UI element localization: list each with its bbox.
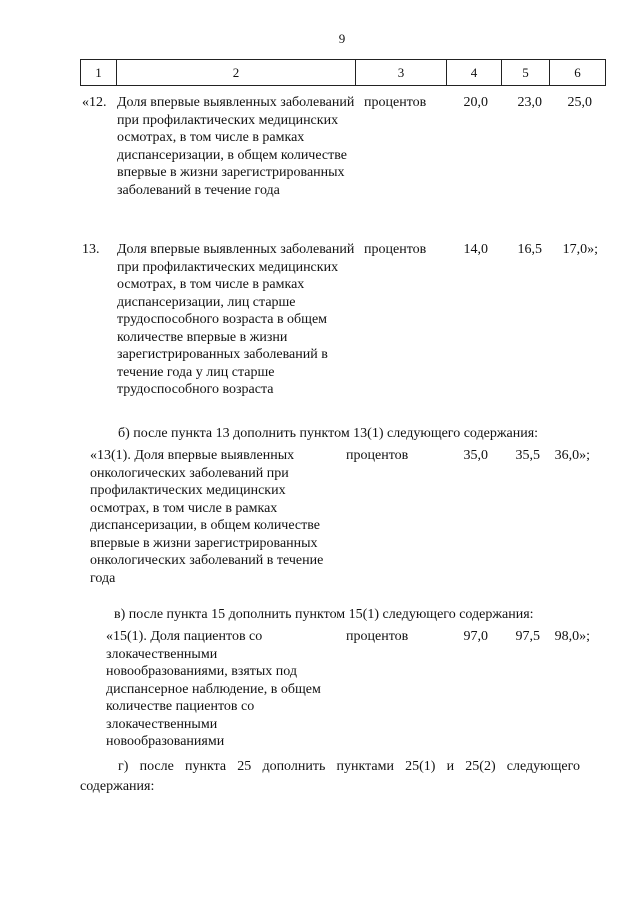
indicator-number: «12. — [82, 95, 107, 110]
indicator-number: 13. — [82, 242, 100, 257]
indicator-value: 16,5 — [517, 242, 542, 257]
indicator-value: 20,0 — [463, 95, 488, 110]
indicator-value: 14,0 — [463, 242, 488, 257]
indicator-text: Доля впервые выявленных заболеваний при профилактических медицинских осмотрах, в том числе в рамках диспансеризации, лиц старше трудоспособного возраста в общем количестве впервые в жизни зарегистрированных заболеваний в течение года у лиц старше трудоспособного возраста — [117, 242, 355, 397]
indicator-text: «15(1). Доля пациентов со злокачественными новообразованиями, взятых под диспансерное наблюдение, в общем количестве пациентов со злокачественными новообразованиями — [106, 629, 321, 749]
indicator-value: 97,0 — [463, 629, 488, 644]
indicator-value: 36,0»; — [554, 448, 590, 463]
indicator-value: 17,0»; — [562, 242, 598, 257]
amendment-note-v: в) после пункта 15 дополнить пунктом 15(1) следующего содержания: — [114, 607, 534, 622]
indicator-unit: процентов — [346, 448, 409, 463]
amendment-note-b: б) после пункта 13 дополнить пунктом 13(1) следующего содержания: — [118, 426, 539, 441]
indicator-value: 35,0 — [463, 448, 488, 463]
page-number: 9 — [338, 31, 346, 46]
indicator-value: 25,0 — [567, 95, 592, 110]
column-header: 6 — [550, 60, 606, 86]
column-header-table — [80, 59, 606, 86]
amendment-note-g: г) после пункта 25 дополнить пунктами 25(1) и 25(2) следующего содержания: — [80, 759, 580, 794]
indicator-text: Доля впервые выявленных заболеваний при профилактических медицинских осмотрах, в том числе в рамках диспансеризации, в общем количестве впервые в жизни зарегистрированных заболеваний в течение года — [117, 95, 355, 198]
column-header: 5 — [502, 60, 550, 86]
column-header: 4 — [447, 60, 502, 86]
indicator-unit: процентов — [364, 95, 427, 110]
indicator-value: 97,5 — [515, 629, 540, 644]
column-header: 3 — [356, 60, 447, 86]
indicator-unit: процентов — [364, 242, 427, 257]
indicator-value: 23,0 — [517, 95, 542, 110]
table-header-row — [81, 60, 606, 86]
column-header: 2 — [117, 60, 356, 86]
indicator-unit: процентов — [346, 629, 409, 644]
indicator-value: 35,5 — [515, 448, 540, 463]
indicator-value: 98,0»; — [554, 629, 590, 644]
column-header: 1 — [81, 60, 117, 86]
indicator-text: «13(1). Доля впервые выявленных онкологических заболеваний при профилактических медицинских осмотрах, в том числе в рамках диспансеризации, в общем количестве впервые в жизни зарегистрированных онкологических заболеваний в течение года — [90, 448, 324, 586]
